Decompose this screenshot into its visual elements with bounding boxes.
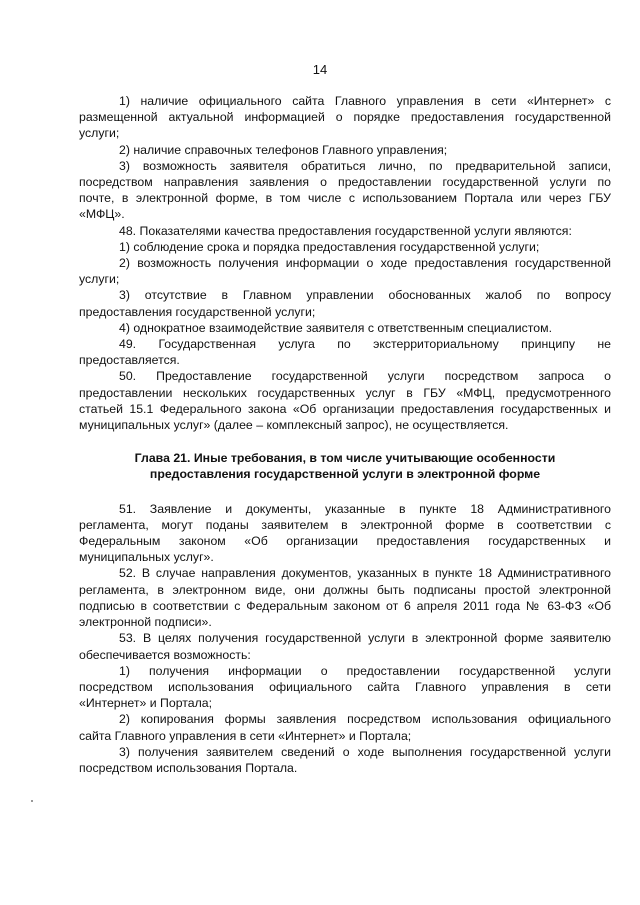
paragraph	[79, 744, 611, 776]
scan-speck	[31, 800, 33, 802]
paragraphs-top	[79, 93, 611, 433]
paragraph	[79, 255, 611, 287]
paragraph-line: 51. Заявление и документы, указанные в пункте 18 Административного	[119, 501, 611, 516]
paragraph-line: подписью в соответствии с Федеральным законом от 6 апреля 2011 года № 63-ФЗ «Об	[79, 598, 611, 613]
paragraph-line: размещенной актуальной информацией о порядке предоставления государственной	[79, 110, 611, 125]
paragraph-line: регламента, могут поданы заявителем в электронной форме в соответствии с	[79, 517, 611, 532]
paragraph	[79, 711, 611, 743]
paragraph-line: 1) соблюдение срока и порядка предоставления государственной услуги;	[119, 239, 540, 254]
paragraph-line: 49. Государственная услуга по экстерриториальному принципу не	[119, 337, 611, 352]
paragraphs-bottom	[79, 501, 611, 776]
paragraph-line: 1) наличие официального сайта Главного управления в сети «Интернет» с	[119, 94, 611, 108]
paragraph-line: предоставляется.	[79, 353, 180, 368]
paragraph	[79, 663, 611, 712]
paragraph-line: посредством направления заявления о предоставлении государственной услуги по	[79, 175, 611, 190]
chapter-heading	[79, 450, 611, 482]
paragraph-line: посредством использования Портала.	[79, 760, 298, 775]
paragraph-line: 2) копирования формы заявления посредством использования официального	[119, 712, 611, 727]
paragraph	[79, 142, 611, 158]
paragraph-line: статьей 15.1 Федерального закона «Об организации предоставления государственных и	[79, 401, 611, 416]
paragraph-line: услуги;	[79, 272, 120, 287]
paragraph-line: почте, в электронной форме, в том числе с использованием Портала или через ГБУ	[79, 191, 611, 206]
paragraph-line: «МФЦ».	[79, 207, 125, 222]
paragraph-line: Федеральным законом «Об организации предоставления государственных и	[79, 534, 611, 549]
paragraph-line: 48. Показателями качества предоставления государственной услуги являются:	[119, 223, 572, 238]
document-body	[79, 93, 611, 776]
paragraph	[79, 239, 611, 255]
paragraph-line: 4) однократное взаимодействие заявителя с ответственным специалистом.	[119, 320, 553, 335]
paragraph	[79, 336, 611, 368]
paragraph	[79, 320, 611, 336]
paragraph	[79, 158, 611, 223]
paragraph-line: обеспечивается возможность:	[79, 647, 251, 662]
paragraph	[79, 630, 611, 662]
paragraph-line: предоставлении нескольких государственных услуг в ГБУ «МФЦ, предусмотренного	[79, 385, 611, 400]
paragraph-line: сайта Главного управления в сети «Интернет» и Портала;	[79, 728, 412, 743]
paragraph-line: услуги;	[79, 126, 120, 141]
paragraph-line: посредством использования официального сайта Главного управления в сети	[79, 679, 611, 694]
paragraph	[79, 287, 611, 319]
paragraph	[79, 368, 611, 433]
page-number: 14	[312, 62, 328, 77]
paragraph-line: 3) возможность заявителя обратиться лично, по предварительной записи,	[119, 158, 611, 173]
paragraph-line: 1) получения информации о предоставлении государственной услуги	[119, 663, 611, 678]
paragraph-line: 3) получения заявителем сведений о ходе выполнения государственной услуги	[119, 744, 611, 759]
paragraph-line: 3) отсутствие в Главном управлении обоснованных жалоб по вопросу	[119, 288, 611, 303]
paragraph-line: муниципальных услуг».	[79, 550, 214, 565]
paragraph-line: 53. В целях получения государственной услуги в электронной форме заявителю	[119, 631, 611, 646]
paragraph	[79, 501, 611, 566]
paragraph	[79, 223, 611, 239]
paragraph-line: 2) наличие справочных телефонов Главного управления;	[119, 142, 448, 157]
paragraph	[79, 93, 611, 142]
chapter-heading-line: предоставления государственной услуги в электронной форме	[149, 467, 541, 482]
paragraph-line: 52. В случае направления документов, указанных в пункте 18 Административного	[119, 566, 611, 581]
paragraph-line: муниципальных услуг» (далее – комплексный запрос), не осуществляется.	[79, 418, 509, 433]
paragraph-line: регламента, в электронном виде, они должны быть подписаны простой электронной	[79, 582, 611, 597]
paragraph	[79, 565, 611, 630]
paragraph-line: электронной подписи».	[79, 615, 212, 630]
paragraph-line: предоставления государственной услуги;	[79, 304, 316, 319]
chapter-heading-line: Глава 21. Иные требования, в том числе учитывающие особенности	[134, 451, 556, 466]
paragraph-line: 50. Предоставление государственной услуги посредством запроса о	[119, 369, 611, 384]
paragraph-line: 2) возможность получения информации о ходе предоставления государственной	[119, 256, 611, 271]
paragraph-line: «Интернет» и Портала;	[79, 696, 213, 711]
